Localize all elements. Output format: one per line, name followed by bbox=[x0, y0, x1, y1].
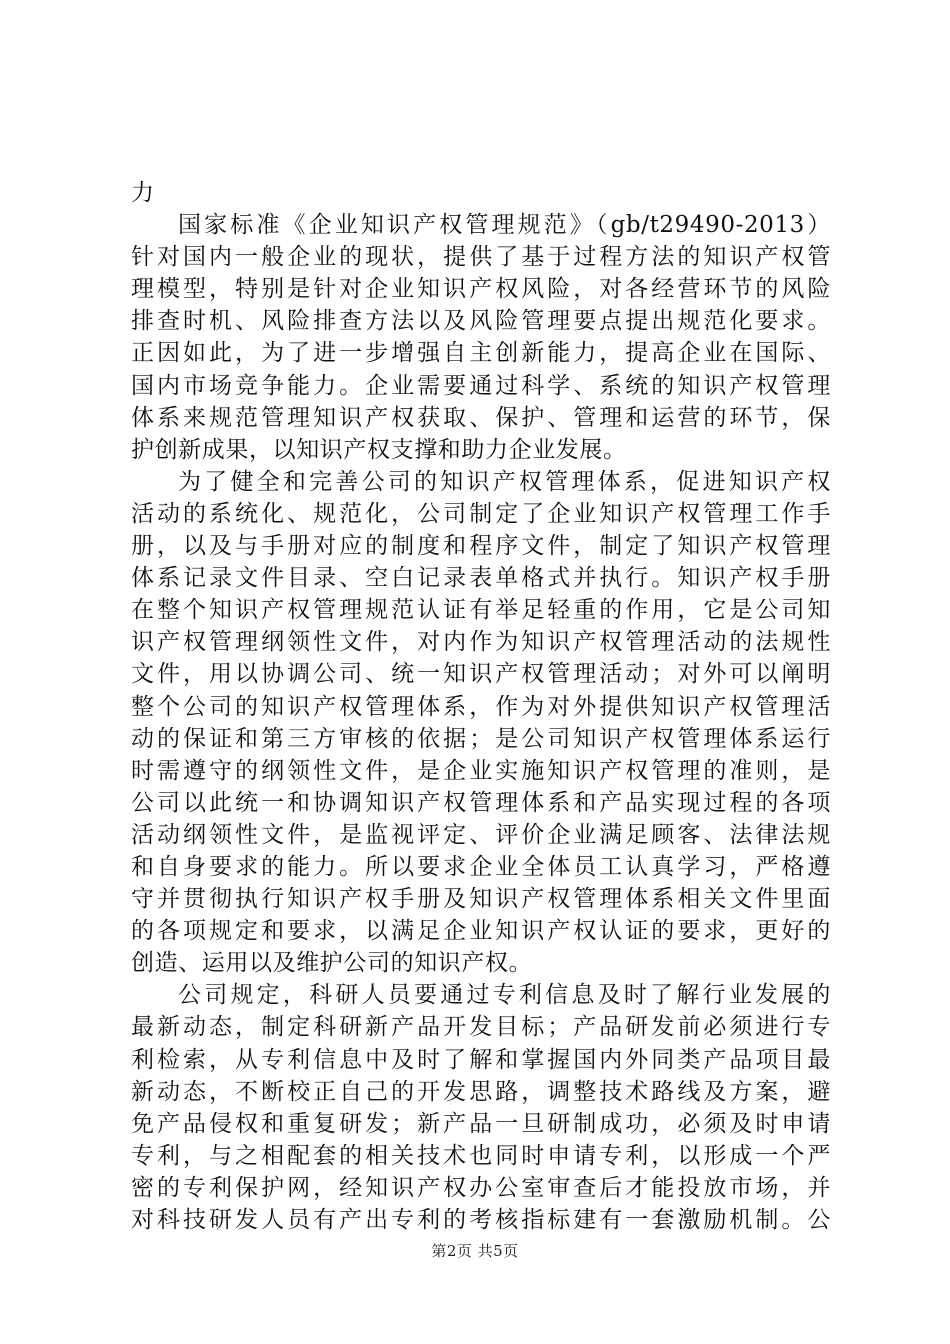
text-line: 体系记录文件目录、空白记录表单格式并执行。知识产权手册 bbox=[131, 565, 831, 592]
text-line: 密的专利保护网，经知识产权办公室审查后才能投放市场，并 bbox=[131, 1174, 831, 1201]
text-line: 公司规定，科研人员要通过专利信息及时了解行业发展的 bbox=[178, 982, 831, 1009]
text-line: 新动态，不断校正自己的开发思路，调整技术路线及方案，避 bbox=[131, 1078, 831, 1105]
text-line: 公司以此统一和协调知识产权管理体系和产品实现过程的各项 bbox=[131, 789, 831, 816]
text-line: 时需遵守的纲领性文件，是企业实施知识产权管理的准则，是 bbox=[131, 757, 831, 784]
text-line: 国内市场竞争能力。企业需要通过科学、系统的知识产权管理 bbox=[131, 372, 831, 399]
text-line: 体系来规范管理知识产权获取、保护、管理和运营的环节，保 bbox=[131, 404, 831, 431]
text-line: 利检索，从专利信息中及时了解和掌握国内外同类产品项目最 bbox=[131, 1046, 831, 1073]
text-line: 活动的系统化、规范化，公司制定了企业知识产权管理工作手 bbox=[131, 500, 831, 527]
text-line: 正因如此，为了进一步增强自主创新能力，提高企业在国际、 bbox=[131, 340, 831, 367]
text-line: 创造、运用以及维护公司的知识产权。 bbox=[131, 950, 533, 977]
text-line: 针对国内一般企业的现状，提供了基于过程方法的知识产权管 bbox=[131, 244, 831, 271]
text-line: 国家标准《企业知识产权管理规范》（gb/t29490-2013） bbox=[178, 212, 831, 239]
document-body bbox=[131, 177, 831, 1236]
page-footer: 第2页 共5页 bbox=[431, 1242, 519, 1260]
text-line: 识产权管理纲领性文件，对内作为知识产权管理活动的法规性 bbox=[131, 629, 831, 656]
text-line: 活动纲领性文件，是监视评定、评价企业满足顾客、法律法规 bbox=[131, 821, 831, 848]
text-line: 专利，与之相配套的相关技术也同时申请专利，以形成一个严 bbox=[131, 1142, 831, 1169]
text-line: 为了健全和完善公司的知识产权管理体系，促进知识产权 bbox=[178, 468, 831, 495]
text-line: 册，以及与手册对应的制度和程序文件，制定了知识产权管理 bbox=[131, 533, 831, 560]
text-line: 免产品侵权和重复研发；新产品一旦研制成功，必须及时申请 bbox=[131, 1110, 831, 1137]
text-line: 的各项规定和要求，以满足企业知识产权认证的要求，更好的 bbox=[131, 918, 831, 945]
text-line: 在整个知识产权管理规范认证有举足轻重的作用，它是公司知 bbox=[131, 597, 831, 624]
text-line: 力 bbox=[131, 180, 155, 206]
text-line: 和自身要求的能力。所以要求企业全体员工认真学习，严格遵 bbox=[131, 853, 831, 880]
text-line: 整个公司的知识产权管理体系，作为对外提供知识产权管理活 bbox=[131, 693, 831, 720]
text-line: 排查时机、风险排查方法以及风险管理要点提出规范化要求。 bbox=[131, 308, 831, 335]
text-line: 动的保证和第三方审核的依据；是公司知识产权管理体系运行 bbox=[131, 725, 831, 752]
text-line: 护创新成果，以知识产权支撑和助力企业发展。 bbox=[131, 436, 627, 463]
text-line: 文件，用以协调公司、统一知识产权管理活动；对外可以阐明 bbox=[131, 661, 831, 688]
text-line: 最新动态，制定科研新产品开发目标；产品研发前必须进行专 bbox=[131, 1014, 831, 1041]
text-line: 对科技研发人员有产出专利的考核指标建有一套激励机制。公 bbox=[131, 1207, 831, 1233]
text-line: 守并贯彻执行知识产权手册及知识产权管理体系相关文件里面 bbox=[131, 886, 831, 913]
text-line: 理模型，特别是针对企业知识产权风险，对各经营环节的风险 bbox=[131, 276, 831, 303]
